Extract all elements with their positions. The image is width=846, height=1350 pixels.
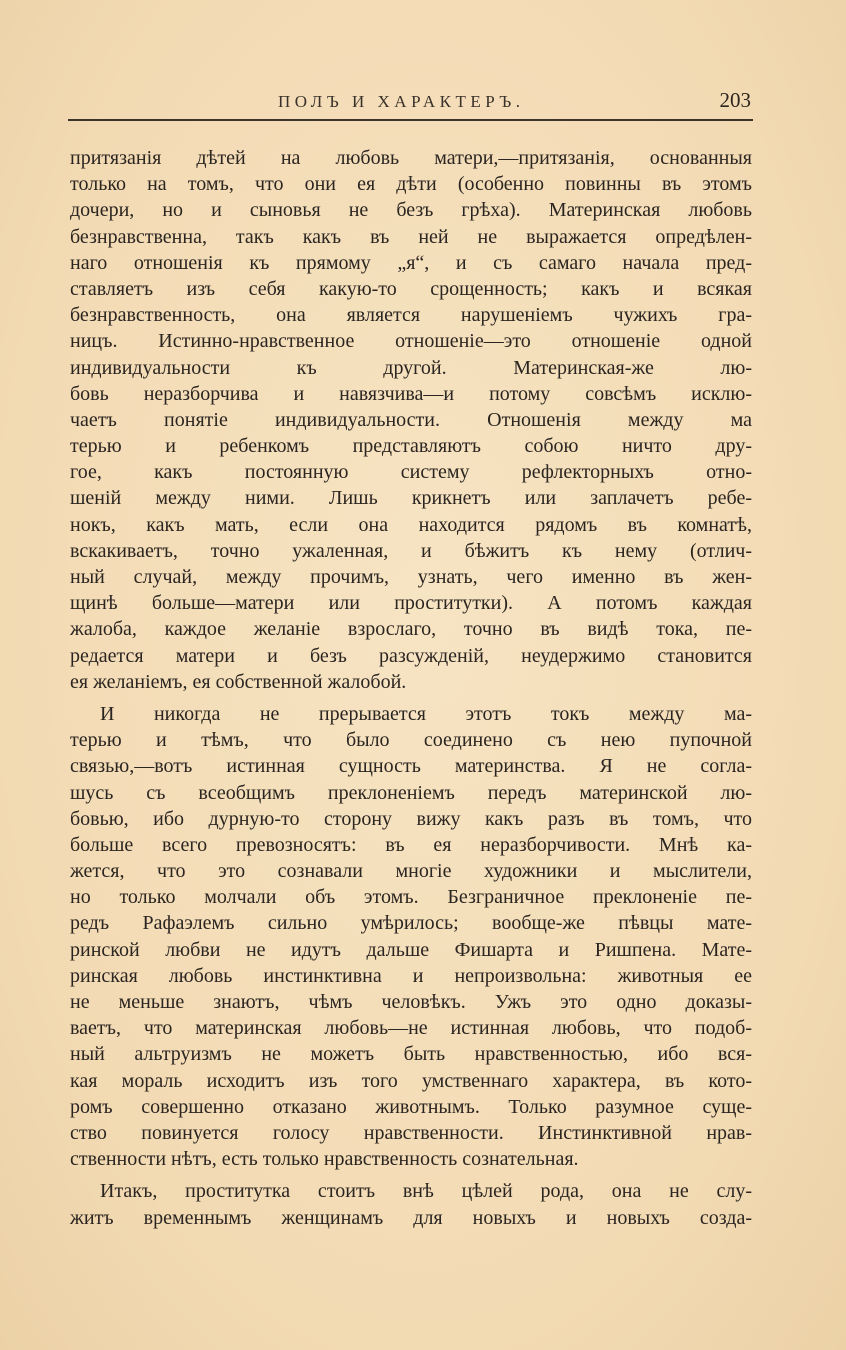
text-line: кая мораль исходитъ изъ того умственнаго характера, въ кото- (70, 1069, 752, 1092)
text-line: редается матери и безъ разсужденій, неудержимо становится (70, 644, 752, 667)
text-line: ный случай, между прочимъ, узнать, чего именно въ жен- (70, 566, 752, 588)
text-line: безнравственна, такъ какъ въ ней не выражается опредѣлен- (70, 225, 752, 248)
text-line: терью и ребенкомъ представляютъ собою ничто дру- (70, 435, 752, 458)
running-title: ПОЛЪ И ХАРАКТЕРЪ. (278, 92, 525, 111)
text-line: связью,—вотъ истинная сущность материнства. Я не согла- (70, 755, 752, 778)
text-line: ственности нѣтъ, есть только нравственность сознательная. (70, 1148, 579, 1171)
text-line: жалоба, каждое желаніе взрослаго, точно въ видѣ тока, пе- (70, 618, 752, 641)
text-line: больше всего превозносятъ: въ ея неразборчивости. Мнѣ ка- (70, 833, 752, 856)
text-line: терью и тѣмъ, что было соединено съ нею пупочной (70, 729, 752, 752)
text-line: ницъ. Истинно-нравственное отношеніе—это отношеніе одной (70, 330, 752, 353)
text-line: вскакиваетъ, точно ужаленная, и бѣжитъ къ нему (отлич- (70, 539, 752, 562)
text-line: индивидуальности къ другой. Материнская-же лю- (70, 356, 752, 379)
text-line: нокъ, какъ мать, если она находится рядомъ въ комнатѣ, (70, 513, 752, 536)
text-line: дочери, но и сыновья не безъ грѣха). Материнская любовь (70, 199, 752, 222)
text-line: ставляетъ изъ себя какую-то срощенность; какъ и всякая (70, 277, 752, 300)
text-line: ея желаніемъ, ея собственной жалобой. (70, 670, 407, 693)
page-number: 203 (719, 88, 751, 112)
text-line: не меньше знаютъ, чѣмъ человѣкъ. Ужъ это одно доказы- (70, 991, 752, 1013)
text-line: наго отношенія къ прямому „я“, и съ самаго начала пред- (70, 251, 752, 274)
text-line: шеній между ними. Лишь крикнетъ или заплачетъ ребе- (70, 487, 752, 510)
text-line: Итакъ, проститутка стоитъ внѣ цѣлей рода, она не слу- (100, 1180, 752, 1203)
body-text (70, 145, 752, 1231)
text-line: чаетъ понятіе индивидуальности. Отношенія между ма (70, 408, 752, 431)
page-header (68, 88, 751, 118)
text-line: редъ Рафаэлемъ сильно умѣрилось; вообще-же пѣвцы мате- (70, 912, 752, 935)
text-line: но только молчали объ этомъ. Безграничное преклоненіе пе- (70, 886, 752, 909)
text-line: житъ временнымъ женщинамъ для новыхъ и новыхъ созда- (70, 1206, 752, 1229)
text-line: только на томъ, что они ея дѣти (особенно повинны въ этомъ (70, 173, 752, 196)
header-rule (68, 119, 753, 121)
text-line: ство повинуется голосу нравственности. Инстинктивной нрав- (70, 1121, 752, 1144)
text-line: бовь неразборчива и навязчива—и потому совсѣмъ исклю- (70, 382, 752, 405)
text-line: ринская любовь инстинктивна и непроизвольна: животныя ее (70, 964, 752, 987)
text-line: ромъ совершенно отказано животнымъ. Только разумное суще- (70, 1095, 752, 1118)
text-line: щинѣ больше—матери или проститутки). А потомъ каждая (70, 592, 752, 615)
text-line: ваетъ, что материнская любовь—не истинная любовь, что подоб- (70, 1017, 752, 1040)
text-line: бовью, ибо дурную-то сторону вижу какъ разъ въ томъ, что (70, 807, 752, 830)
text-line: притязанія дѣтей на любовь матери,—притязанія, основанныя (70, 147, 752, 169)
text-line: ринской любви не идутъ дальше Фишарта и Ришпена. Мате- (70, 938, 752, 961)
text-line: гое, какъ постоянную систему рефлекторныхъ отно- (70, 461, 752, 484)
text-line: жется, что это сознавали многіе художники и мыслители, (70, 860, 752, 883)
text-line: шусь съ всеобщимъ преклоненіемъ передъ материнской лю- (70, 781, 752, 804)
text-line: безнравственность, она является нарушеніемъ чужихъ гра- (70, 304, 752, 327)
text-line: ный альтруизмъ не можетъ быть нравственностью, ибо вся- (70, 1043, 752, 1066)
text-line: И никогда не прерывается этотъ токъ между ма- (100, 702, 752, 725)
